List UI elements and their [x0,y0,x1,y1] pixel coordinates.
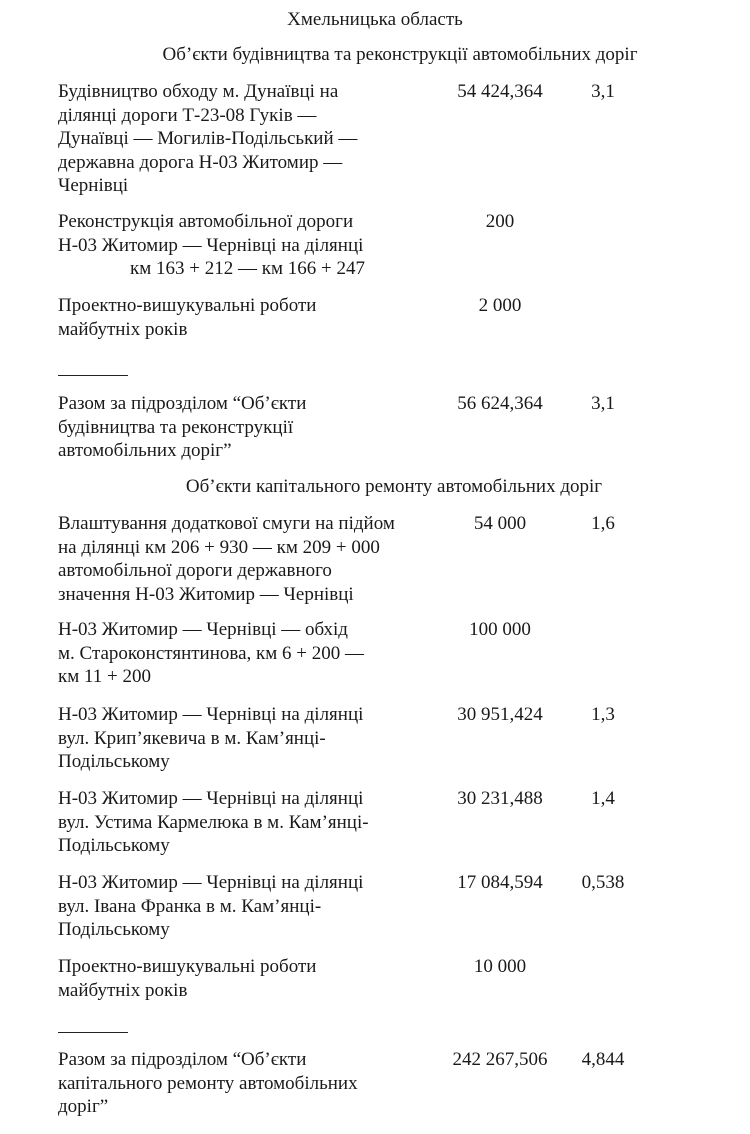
total-label [58,392,438,463]
object-name-line: Н-03 Житомир — Чернівці на ділянці [58,872,364,893]
object-name [58,618,438,689]
object-name [58,955,438,1002]
object-name-line: майбутніх років [58,318,188,340]
object-name-line: Подільському [58,751,170,772]
object-name-line: Н-03 Житомир — Чернівці — обхід [58,619,348,640]
object-name-line: км 11 + 200 [58,666,152,687]
amount-value: 200 [485,211,515,232]
total-share-value: 4,844 [581,1049,625,1070]
total-label-line: будівництва та реконструкції [58,416,294,438]
object-name [58,210,438,281]
region-title: Хмельницька область [287,9,463,30]
object-name-line: Реконструкція автомобільної дороги [58,211,354,232]
total-label-line: автомобільних доріг” [58,440,232,461]
object-name [58,294,438,341]
object-name-line: Проектно-вишукувальні роботи [58,295,317,316]
total-label-line: Разом за підрозділом “Об’єкти [58,1049,307,1070]
total-label [58,1048,438,1119]
object-name-line: Чернівці [58,175,129,196]
object-name-line: державна дорога Н-03 Житомир — [58,151,343,173]
amount-value: 30 231,488 [457,788,543,809]
object-name-line: вул. Крип’якевича в м. Кам’янці- [58,727,326,749]
total-label-line: капітального ремонту автомобільних [58,1072,358,1094]
object-name-line: Подільському [58,835,170,856]
object-name-line: майбутніх років [58,979,188,1001]
amount-value: 30 951,424 [457,704,543,725]
separator-rule [58,375,128,376]
object-name-line: Н-03 Житомир — Чернівці на ділянці [58,234,364,256]
object-name-line: Подільському [58,919,170,940]
share-value: 1,6 [591,513,615,534]
total-share-value: 3,1 [591,393,615,414]
object-name [58,871,438,942]
total-amount-value: 56 624,364 [457,393,543,414]
amount-value: 54 424,364 [457,81,543,102]
object-name-line: вул. Устима Кармелюка в м. Кам’янці- [58,811,369,833]
total-label-line: Разом за підрозділом “Об’єкти [58,393,307,414]
object-name-line: Н-03 Житомир — Чернівці на ділянці [58,704,364,725]
object-name-line: вул. Івана Франка в м. Кам’янці- [58,895,322,917]
amount-value: 2 000 [478,295,522,316]
object-name [58,512,438,606]
share-value: 1,3 [591,704,615,725]
object-name [58,703,438,774]
amount-value: 54 000 [473,513,527,534]
object-name-line: Н-03 Житомир — Чернівці на ділянці [58,788,364,809]
separator-rule [58,1032,128,1033]
share-value: 3,1 [591,81,615,102]
object-name-line: Дунаївці — Могилів-Подільський — [58,128,358,149]
section-heading-capital-repair: Об’єкти капітального ремонту автомобільних доріг [185,476,603,497]
share-value: 1,4 [591,788,615,809]
object-name-line: автомобільної дороги державного [58,560,332,581]
share-value: 0,538 [581,872,625,893]
object-name [58,787,438,858]
object-name-line: Будівництво обходу м. Дунаївці на [58,81,339,102]
object-name-line: Проектно-вишукувальні роботи [58,956,317,977]
amount-value: 100 000 [469,619,531,640]
object-name-line: значення Н-03 Житомир — Чернівці [58,583,354,605]
total-label-line: доріг” [58,1096,109,1117]
object-name-line: на ділянці км 206 + 930 — км 209 + 000 [58,536,380,558]
amount-value: 17 084,594 [457,872,543,893]
total-amount-value: 242 267,506 [452,1049,548,1070]
object-name-line: км 163 + 212 — км 166 + 247 [130,258,365,279]
object-name [58,80,438,198]
object-name-line: м. Староконстянтинова, км 6 + 200 — [58,642,365,664]
amount-value: 10 000 [473,956,527,977]
object-name-line: ділянці дороги Т-23-08 Гуків — [58,104,317,126]
section-heading-construction: Об’єкти будівництва та реконструкції автомобільних доріг [162,44,638,65]
object-name-line: Влаштування додаткової смуги на підйом [58,513,395,534]
